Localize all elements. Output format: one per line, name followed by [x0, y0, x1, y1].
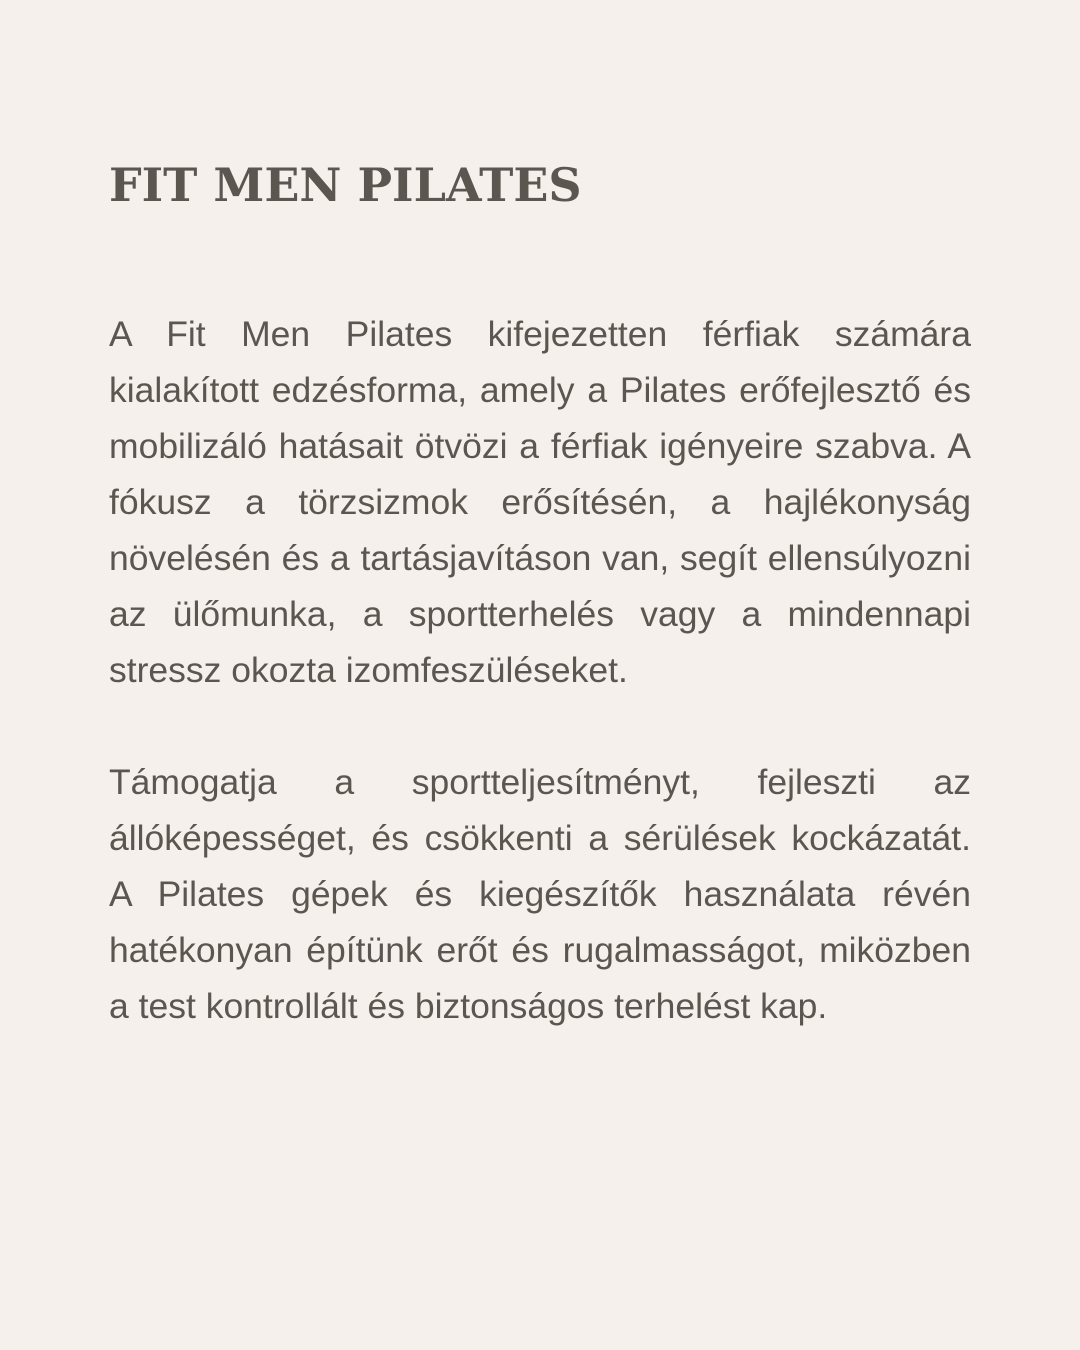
paragraph-intro: A Fit Men Pilates kifejezetten férfiak számára kialakított edzésforma, amely a Pilates erőfejlesztő és mobilizáló hatásait ötvözi a férfiak igényeire szabva. A fókusz a törzsizmok erősítésén, a hajlékonyság növelésén és a tartásjavításon van, segít ellensúlyozni az ülőmunka, a sportterhelés vagy a mindennapi stressz okozta izomfeszüléseket. — [109, 314, 971, 690]
paragraph-benefits: Támogatja a sportteljesítményt, fejleszti az állóképességet, és csökkenti a sérülések kockázatát. A Pilates gépek és kiegészítők használata révén hatékonyan építünk erőt és rugalmasságot, miközben a test kontrollált és biztonságos terhelést kap. — [109, 762, 971, 1026]
text-card — [109, 150, 971, 1034]
page-title: FIT MEN PILATES — [109, 158, 582, 212]
